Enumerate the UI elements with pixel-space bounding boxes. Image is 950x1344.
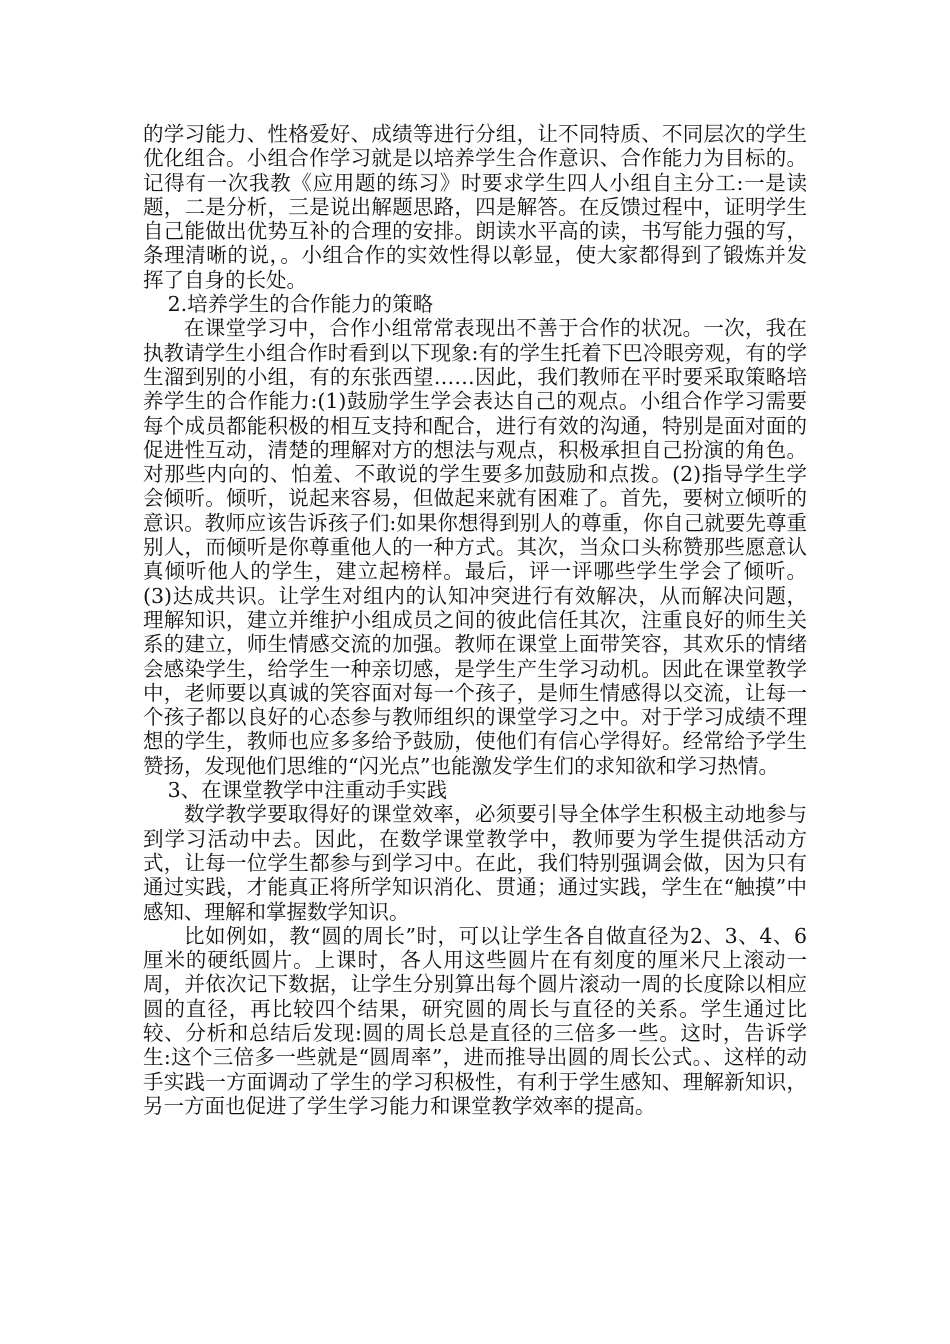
document-body [143, 122, 807, 1118]
section-heading-cooperation-strategy: 2.培养学生的合作能力的策略 [167, 292, 434, 317]
paragraph-circle-circumference-example: 比如例如，教“圆的周长”时，可以让学生各自做直径为2、3、4、6厘米的硬纸圆片。上课时，各人用这些圆片在有刻度的厘米尺上滚动一周，并依次记下数据，让学生分别算出每个圆片滚动一周的长度除以相应圆的直径，再比较四个结果，研究圆的周长与直径的关系。学生通过比较、分析和总结后发现:圆的周长总是直径的三倍多一些。这时，告诉学生:这个三倍多一些就是“圆周率”，进而推导出圆的周长公式。、这样的动手实践一方面调动了学生的学习积极性，有利于学生感知、理解新知识，另一方面也促进了学生学习能力和课堂教学效率的提高。 [143, 923, 807, 1118]
paragraph-cooperation-strategy: 在课堂学习中，合作小组常常表现出不善于合作的状况。一次，我在执教请学生小组合作时看到以下现象:有的学生托着下巴冷眼旁观，有的学生溜到别的小组，有的东张西望……因此，我们教师在平时要采取策略培养学生的合作能力:(1)鼓励学生学会表达自己的观点。小组合作学习需要每个成员都能积极的相互支持和配合，进行有效的沟通，特别是面对面的促进性互动，清楚的理解对方的想法与观点，积极承担自己扮演的角色。对那些内向的、怕羞、不敢说的学生要多加鼓励和点拨。(2)指导学生学会倾听。倾听，说起来容易，但做起来就有困难了。首先，要树立倾听的意识。教师应该告诉孩子们:如果你想得到别人的尊重，你自己就要先尊重别人，而倾听是你尊重他人的一种方式。其次，当众口头称赞那些愿意认真倾听他人的学生，建立起榜样。最后，评一评哪些学生学会了倾听。(3)达成共识。让学生对组内的认知冲突进行有效解决，从而解决问题，理解知识，建立并维护小组成员之间的彼此信任其次，注重良好的师生关系的建立，师生情感交流的加强。教师在课堂上面带笑容，其欢乐的情绪会感染学生，给学生一种亲切感，是学生产生学习动机。因此在课堂教学中，老师要以真诚的笑容面对每一个孩子，是师生情感得以交流，让每一个孩子都以良好的心态参与教师组织的课堂学习之中。对于学习成绩不理想的学生，教师也应多多给予鼓励，使他们有信心学得好。经常给予学生赞扬，发现他们思维的“闪光点”也能激发学生们的求知欲和学习热情。 [143, 316, 807, 778]
paragraph-group-division: 的学习能力、性格爱好、成绩等进行分组，让不同特质、不同层次的学生优化组合。小组合作学习就是以培养学生合作意识、合作能力为目标的。记得有一次我教《应用题的练习》时要求学生四人小组自主分工:一是读题，二是分析，三是说出解题思路，四是解答。在反馈过程中，证明学生自己能做出优势互补的合理的安排。朗读水平高的读，书写能力强的写，条理清晰的说，。小组合作的实效性得以彰显，使大家都得到了锻炼并发挥了自身的长处。 [143, 122, 807, 292]
paragraph-hands-on-practice: 数学教学要取得好的课堂效率，必须要引导全体学生积极主动地参与到学习活动中去。因此，在数学课堂教学中，教师要为学生提供活动方式，让每一位学生都参与到学习中。在此，我们特别强调会做，因为只有通过实践，才能真正将所学知识消化、贯通；通过实践，学生在“触摸”中感知、理解和掌握数学知识。 [143, 802, 807, 924]
section-heading-hands-on-practice: 3、在课堂教学中注重动手实践 [167, 778, 448, 803]
